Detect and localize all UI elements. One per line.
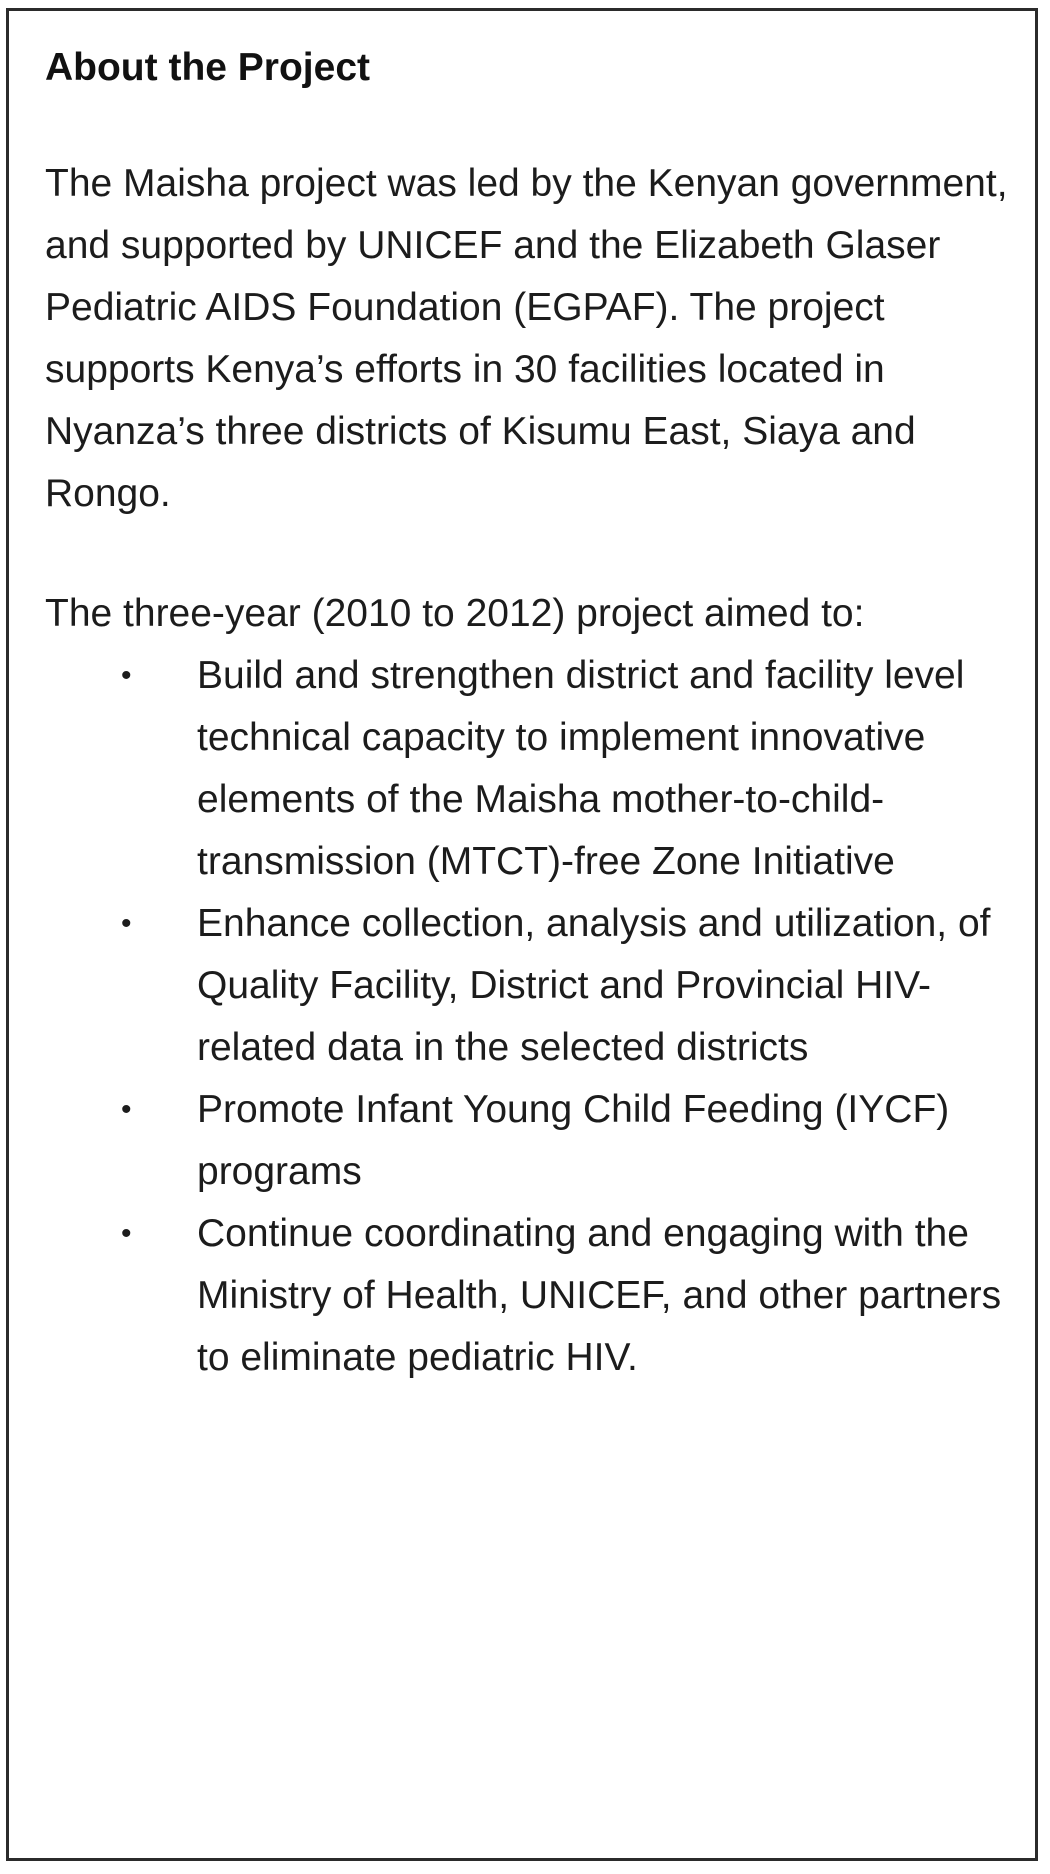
list-item [45, 1203, 1015, 1389]
bullet-icon: • [121, 1217, 132, 1250]
list-item [45, 1079, 1015, 1203]
bullet-icon: • [121, 907, 132, 940]
list-item-text: Continue coordinating and engaging with the Ministry of Health, UNICEF, and other partners to eliminate pediatric HIV. [197, 1212, 1002, 1379]
about-project-content [45, 37, 1015, 1389]
list-item [45, 645, 1015, 893]
list-item-text: Build and strengthen district and facility level technical capacity to implement innovative elements of the Maisha mother-to-child-transmission (MTCT)-free Zone Initiative [197, 654, 965, 883]
bullet-icon: • [121, 1093, 132, 1126]
list-item-text: Promote Infant Young Child Feeding (IYCF) programs [197, 1088, 950, 1193]
bullet-icon: • [121, 659, 132, 692]
about-project-box [6, 8, 1038, 1861]
section-heading: About the Project [45, 46, 371, 89]
list-item [45, 893, 1015, 1079]
list-item-text: Enhance collection, analysis and utilization, of Quality Facility, District and Provincial HIV-related data in the selected districts [197, 902, 991, 1069]
project-aims-list [45, 645, 1015, 1389]
project-description: The Maisha project was led by the Kenyan government, and supported by UNICEF and the Elizabeth Glaser Pediatric AIDS Foundation (EGPAF). The project supports Kenya’s efforts in 30 facilities located in Nyanza’s three districts of Kisumu East, Siaya and Rongo. [45, 162, 1008, 515]
project-aims-intro: The three-year (2010 to 2012) project aimed to: [45, 592, 865, 635]
spacer [45, 99, 1015, 153]
spacer [45, 525, 1015, 583]
